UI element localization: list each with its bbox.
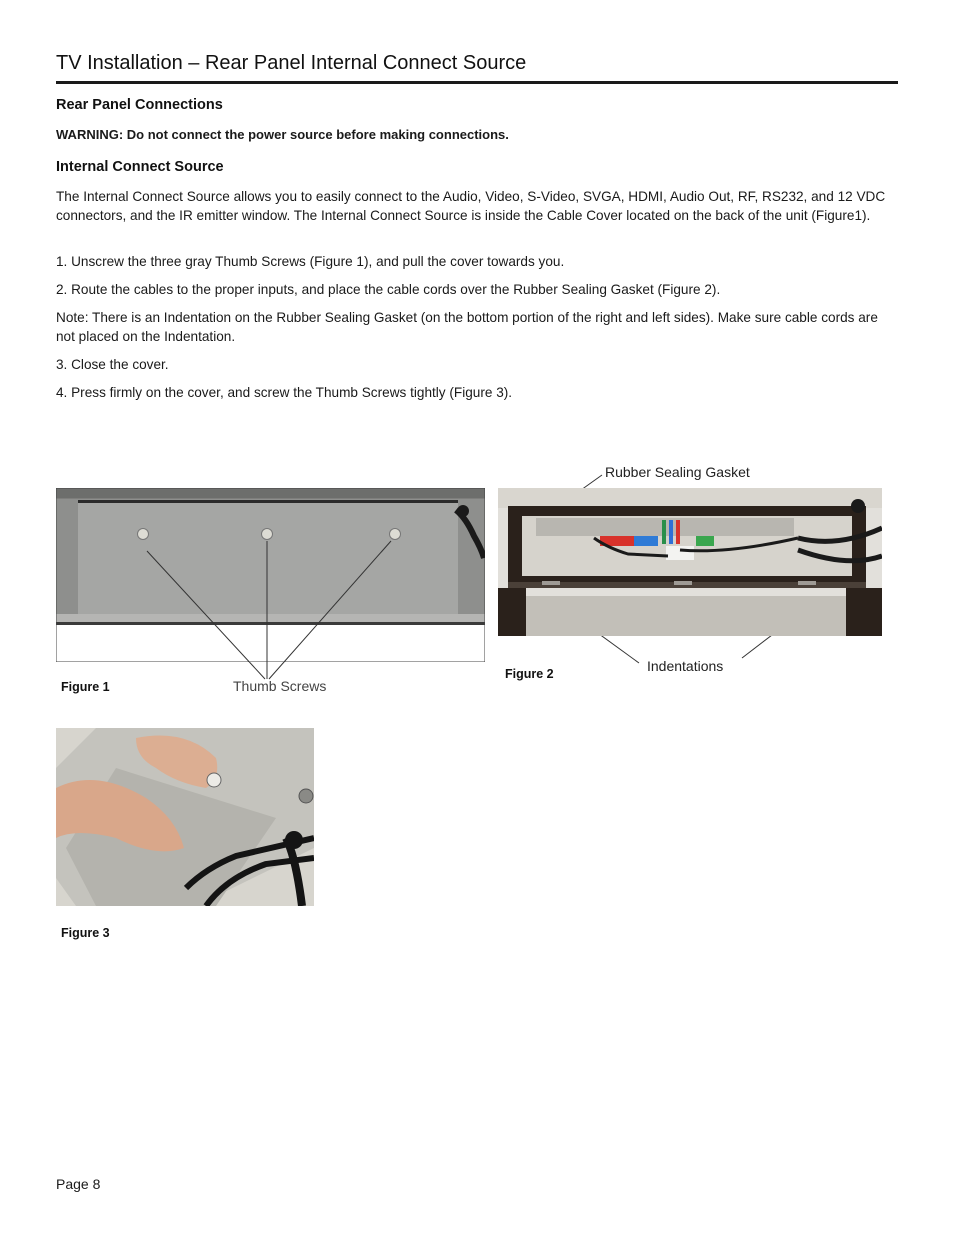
figure-2-image [498, 488, 882, 636]
figure-1-label: Figure 1 [61, 680, 110, 694]
thumb-screws-callout: Thumb Screws [233, 678, 327, 694]
page-title: TV Installation – Rear Panel Internal Connect Source [56, 52, 527, 74]
figure-3-image [56, 728, 314, 906]
step-3: 3. Close the cover. [56, 357, 169, 372]
step-4: 4. Press firmly on the cover, and screw the Thumb Screws tightly (Figure 3). [56, 385, 513, 400]
page-number: Page 8 [56, 1176, 101, 1192]
note-paragraph: Note: There is an Indentation on the Rubber Sealing Gasket (on the bottom portion of the right and left sides). Make sure cable cords are not placed on the Indentation. [56, 310, 878, 344]
gasket-callout: Rubber Sealing Gasket [605, 464, 750, 480]
subheading: Internal Connect Source [56, 159, 224, 175]
figure-2-label: Figure 2 [505, 667, 554, 681]
step-1: 1. Unscrew the three gray Thumb Screws (Figure 1), and pull the cover towards you. [56, 254, 565, 269]
step-2: 2. Route the cables to the proper inputs, and place the cable cords over the Rubber Sealing Gasket (Figure 2). [56, 282, 721, 297]
figure-3-label: Figure 3 [61, 926, 110, 940]
warning-text: WARNING: Do not connect the power source before making connections. [56, 127, 509, 142]
intro-paragraph: The Internal Connect Source allows you to easily connect to the Audio, Video, S-Video, SVGA, HDMI, Audio Out, RF, RS232, and 12 VDC connectors, and the IR emitter window. The Internal Connect Source is inside the Cable Cover located on the back of the unit (Figure1). [56, 189, 886, 223]
section-heading: Rear Panel Connections [56, 97, 223, 113]
indentations-callout: Indentations [647, 658, 724, 674]
